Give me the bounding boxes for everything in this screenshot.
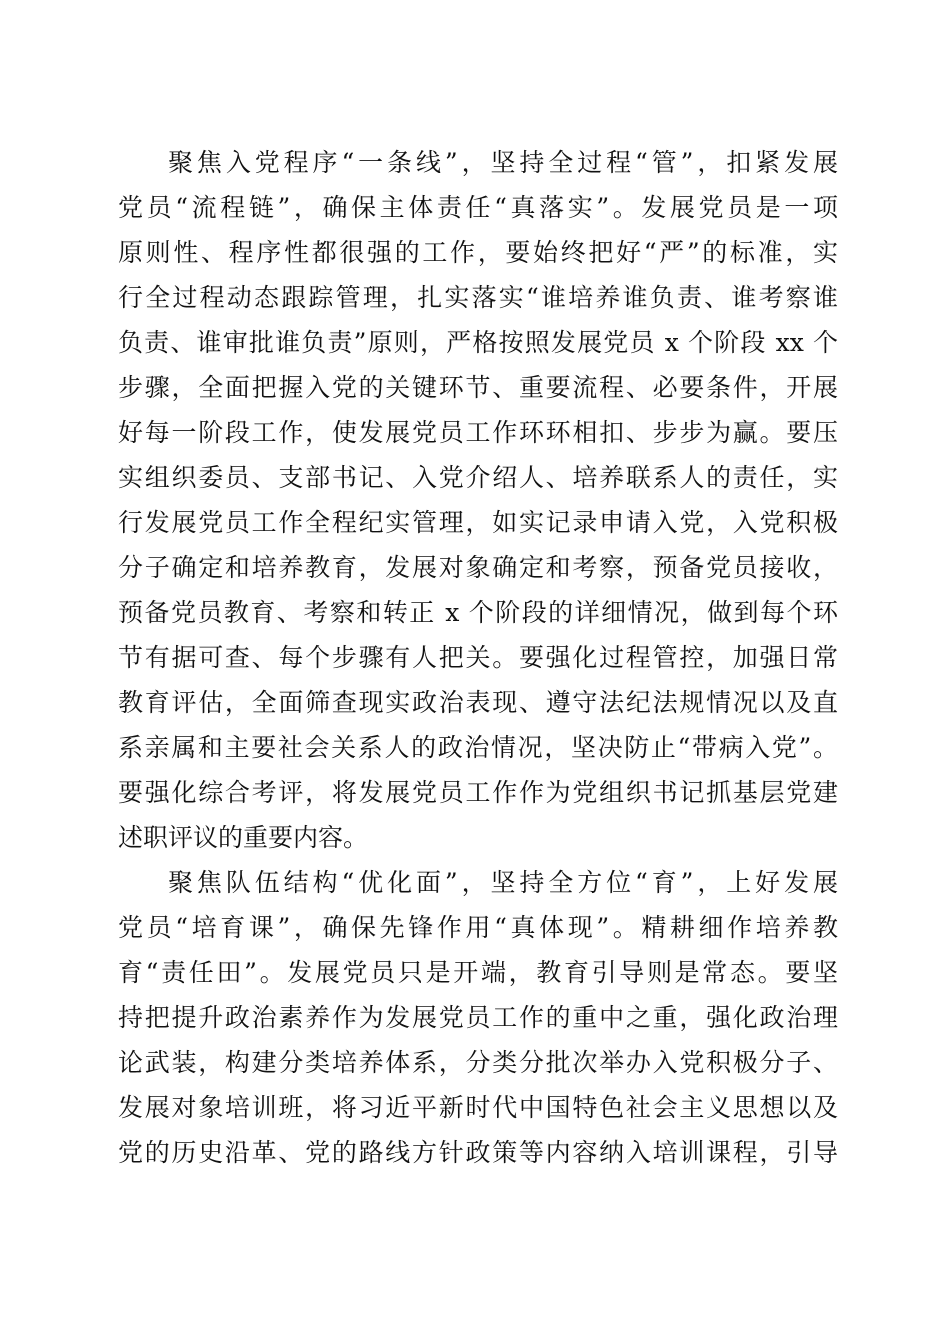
paragraph-line: 党员“培育课”，确保先锋作用“真体现”。精耕细作培养教 bbox=[118, 913, 838, 942]
paragraph-line: 步骤，全面把握入党的关键环节、重要流程、必要条件，开展 bbox=[118, 373, 838, 402]
paragraph-line: 行发展党员工作全程纪实管理，如实记录申请入党，入党积极 bbox=[118, 508, 838, 537]
paragraph-line: 行全过程动态跟踪管理，扎实落实“谁培养谁负责、谁考察谁 bbox=[118, 283, 838, 312]
paragraph-line: 育“责任田”。发展党员只是开端，教育引导则是常态。要坚 bbox=[118, 958, 838, 987]
paragraph-line: 实组织委员、支部书记、入党介绍人、培养联系人的责任，实 bbox=[118, 463, 838, 492]
paragraph-1 bbox=[118, 140, 838, 860]
paragraph-line: 系亲属和主要社会关系人的政治情况，坚决防止“带病入党”。 bbox=[118, 733, 838, 762]
paragraph-line: 预备党员教育、考察和转正 x 个阶段的详细情况，做到每个环 bbox=[118, 598, 838, 627]
paragraph-line: 负责、谁审批谁负责”原则，严格按照发展党员 x 个阶段 xx 个 bbox=[118, 328, 838, 357]
paragraph-line: 论武装，构建分类培养体系，分类分批次举办入党积极分子、 bbox=[118, 1048, 838, 1077]
paragraph-line: 聚焦队伍结构“优化面”，坚持全方位“育”，上好发展 bbox=[168, 868, 838, 897]
paragraph-line: 教育评估，全面筛查现实政治表现、遵守法纪法规情况以及直 bbox=[118, 688, 838, 717]
paragraph-line: 原则性、程序性都很强的工作，要始终把好“严”的标准，实 bbox=[118, 238, 838, 267]
paragraph-line: 好每一阶段工作，使发展党员工作环环相扣、步步为赢。要压 bbox=[118, 418, 838, 447]
paragraph-line: 发展对象培训班，将习近平新时代中国特色社会主义思想以及 bbox=[118, 1093, 838, 1122]
document-body bbox=[118, 140, 838, 1175]
paragraph-line: 持把提升政治素养作为发展党员工作的重中之重，强化政治理 bbox=[118, 1003, 838, 1032]
paragraph-line: 要强化综合考评，将发展党员工作作为党组织书记抓基层党建 bbox=[118, 778, 838, 807]
paragraph-line: 分子确定和培养教育，发展对象确定和考察，预备党员接收， bbox=[118, 553, 838, 582]
paragraph-line: 党的历史沿革、党的路线方针政策等内容纳入培训课程，引导 bbox=[118, 1138, 838, 1167]
paragraph-line: 述职评议的重要内容。 bbox=[118, 823, 369, 852]
paragraph-line: 党员“流程链”，确保主体责任“真落实”。发展党员是一项 bbox=[118, 193, 838, 222]
paragraph-2 bbox=[118, 860, 838, 1175]
paragraph-line: 聚焦入党程序“一条线”，坚持全过程“管”，扣紧发展 bbox=[168, 148, 838, 177]
paragraph-line: 节有据可查、每个步骤有人把关。要强化过程管控，加强日常 bbox=[118, 643, 838, 672]
